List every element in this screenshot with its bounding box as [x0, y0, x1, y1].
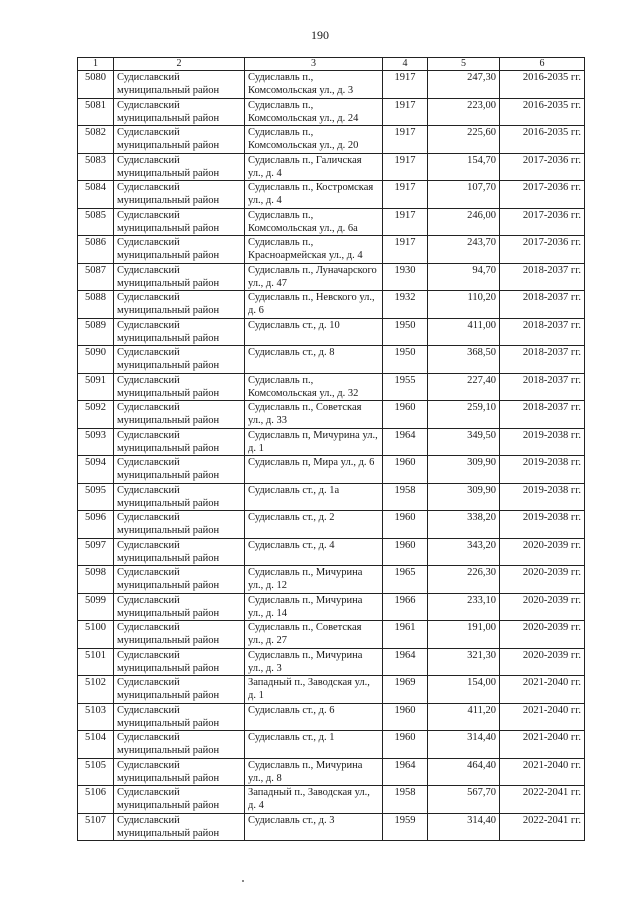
period-cell: 2021-2040 гг.	[500, 731, 585, 759]
period-cell: 2020-2039 гг.	[500, 621, 585, 649]
district-cell: Судиславский муниципальный район	[114, 786, 245, 814]
district-cell: Судиславский муниципальный район	[114, 483, 245, 511]
year-cell: 1965	[383, 566, 428, 594]
district-cell: Судиславский муниципальный район	[114, 291, 245, 319]
address-cell: Западный п., Заводская ул., д. 4	[245, 786, 383, 814]
address-cell: Судиславль ст., д. 3	[245, 813, 383, 841]
period-cell: 2018-2037 гг.	[500, 346, 585, 374]
row-number-cell: 5087	[78, 263, 114, 291]
district-cell: Судиславский муниципальный район	[114, 758, 245, 786]
period-cell: 2017-2036 гг.	[500, 153, 585, 181]
district-cell: Судиславский муниципальный район	[114, 621, 245, 649]
area-cell: 411,00	[428, 318, 500, 346]
year-cell: 1950	[383, 346, 428, 374]
row-number-cell: 5094	[78, 456, 114, 484]
row-number-cell: 5093	[78, 428, 114, 456]
period-cell: 2019-2038 гг.	[500, 428, 585, 456]
area-cell: 321,30	[428, 648, 500, 676]
period-cell: 2016-2035 гг.	[500, 98, 585, 126]
area-cell: 246,00	[428, 208, 500, 236]
period-cell: 2018-2037 гг.	[500, 318, 585, 346]
table-row	[78, 401, 585, 429]
table-row	[78, 263, 585, 291]
area-cell: 343,20	[428, 538, 500, 566]
row-number-cell: 5091	[78, 373, 114, 401]
row-number-cell: 5082	[78, 126, 114, 154]
column-header: 3	[245, 58, 383, 71]
row-number-cell: 5097	[78, 538, 114, 566]
period-cell: 2021-2040 гг.	[500, 758, 585, 786]
district-cell: Судиславский муниципальный район	[114, 566, 245, 594]
district-cell: Судиславский муниципальный район	[114, 456, 245, 484]
area-cell: 227,40	[428, 373, 500, 401]
address-cell: Судиславль п., Мичурина ул., д. 8	[245, 758, 383, 786]
year-cell: 1950	[383, 318, 428, 346]
table-row	[78, 98, 585, 126]
table-row	[78, 236, 585, 264]
table-row	[78, 456, 585, 484]
area-cell: 411,20	[428, 703, 500, 731]
district-cell: Судиславский муниципальный район	[114, 731, 245, 759]
row-number-cell: 5101	[78, 648, 114, 676]
district-cell: Судиславский муниципальный район	[114, 318, 245, 346]
address-cell: Судиславль п., Комсомольская ул., д. 3	[245, 71, 383, 99]
district-cell: Судиславский муниципальный район	[114, 373, 245, 401]
year-cell: 1917	[383, 126, 428, 154]
address-cell: Судиславль п., Комсомольская ул., д. 20	[245, 126, 383, 154]
year-cell: 1966	[383, 593, 428, 621]
period-cell: 2022-2041 гг.	[500, 813, 585, 841]
address-cell: Судиславль ст., д. 2	[245, 511, 383, 539]
address-cell: Судиславль ст., д. 10	[245, 318, 383, 346]
year-cell: 1932	[383, 291, 428, 319]
area-cell: 464,40	[428, 758, 500, 786]
row-number-cell: 5098	[78, 566, 114, 594]
area-cell: 107,70	[428, 181, 500, 209]
row-number-cell: 5103	[78, 703, 114, 731]
district-cell: Судиславский муниципальный район	[114, 346, 245, 374]
address-cell: Судиславль п., Комсомольская ул., д. 32	[245, 373, 383, 401]
year-cell: 1960	[383, 511, 428, 539]
column-header: 6	[500, 58, 585, 71]
period-cell: 2019-2038 гг.	[500, 511, 585, 539]
row-number-cell: 5090	[78, 346, 114, 374]
row-number-cell: 5107	[78, 813, 114, 841]
table-row	[78, 126, 585, 154]
year-cell: 1955	[383, 373, 428, 401]
period-cell: 2020-2039 гг.	[500, 566, 585, 594]
address-cell: Судиславль п., Мичурина ул., д. 3	[245, 648, 383, 676]
area-cell: 309,90	[428, 456, 500, 484]
column-header: 2	[114, 58, 245, 71]
district-cell: Судиславский муниципальный район	[114, 126, 245, 154]
address-cell: Судиславль п., Галичская ул., д. 4	[245, 153, 383, 181]
address-cell: Судиславль п., Красноармейская ул., д. 4	[245, 236, 383, 264]
column-header: 4	[383, 58, 428, 71]
row-number-cell: 5083	[78, 153, 114, 181]
district-cell: Судиславский муниципальный район	[114, 428, 245, 456]
year-cell: 1917	[383, 208, 428, 236]
page-number: 190	[311, 28, 329, 42]
row-number-cell: 5088	[78, 291, 114, 319]
area-cell: 154,00	[428, 676, 500, 704]
row-number-cell: 5099	[78, 593, 114, 621]
area-cell: 223,00	[428, 98, 500, 126]
district-cell: Судиславский муниципальный район	[114, 813, 245, 841]
area-cell: 226,30	[428, 566, 500, 594]
row-number-cell: 5089	[78, 318, 114, 346]
row-number-cell: 5102	[78, 676, 114, 704]
district-cell: Судиславский муниципальный район	[114, 153, 245, 181]
period-cell: 2020-2039 гг.	[500, 648, 585, 676]
address-cell: Судиславль п., Мичурина ул., д. 14	[245, 593, 383, 621]
area-cell: 309,90	[428, 483, 500, 511]
district-cell: Судиславский муниципальный район	[114, 703, 245, 731]
area-cell: 567,70	[428, 786, 500, 814]
district-cell: Судиславский муниципальный район	[114, 181, 245, 209]
table-row	[78, 786, 585, 814]
year-cell: 1917	[383, 236, 428, 264]
district-cell: Судиславский муниципальный район	[114, 401, 245, 429]
area-cell: 314,40	[428, 731, 500, 759]
table-row	[78, 71, 585, 99]
row-number-cell: 5100	[78, 621, 114, 649]
row-number-cell: 5104	[78, 731, 114, 759]
area-cell: 243,70	[428, 236, 500, 264]
address-cell: Судиславль ст., д. 8	[245, 346, 383, 374]
address-cell: Судиславль п, Мичурина ул., д. 1	[245, 428, 383, 456]
address-cell: Судиславль п., Комсомольская ул., д. 6а	[245, 208, 383, 236]
row-number-cell: 5096	[78, 511, 114, 539]
period-cell: 2017-2036 гг.	[500, 208, 585, 236]
row-number-cell: 5105	[78, 758, 114, 786]
address-cell: Судиславль п., Луначарского ул., д. 47	[245, 263, 383, 291]
period-cell: 2022-2041 гг.	[500, 786, 585, 814]
table-body	[78, 71, 585, 841]
year-cell: 1959	[383, 813, 428, 841]
year-cell: 1960	[383, 731, 428, 759]
table-row	[78, 208, 585, 236]
row-number-cell: 5081	[78, 98, 114, 126]
row-number-cell: 5106	[78, 786, 114, 814]
address-cell: Судиславль п., Советская ул., д. 33	[245, 401, 383, 429]
column-header: 5	[428, 58, 500, 71]
area-cell: 349,50	[428, 428, 500, 456]
table-row	[78, 648, 585, 676]
period-cell: 2017-2036 гг.	[500, 181, 585, 209]
year-cell: 1930	[383, 263, 428, 291]
district-cell: Судиславский муниципальный район	[114, 236, 245, 264]
year-cell: 1964	[383, 758, 428, 786]
table-row	[78, 621, 585, 649]
row-number-cell: 5095	[78, 483, 114, 511]
table-row	[78, 813, 585, 841]
address-cell: Судиславль п., Костромская ул., д. 4	[245, 181, 383, 209]
table-row	[78, 566, 585, 594]
year-cell: 1958	[383, 786, 428, 814]
area-cell: 247,30	[428, 71, 500, 99]
area-cell: 338,20	[428, 511, 500, 539]
address-cell: Судиславль п, Мира ул., д. 6	[245, 456, 383, 484]
year-cell: 1960	[383, 703, 428, 731]
table-row	[78, 181, 585, 209]
period-cell: 2017-2036 гг.	[500, 236, 585, 264]
area-cell: 259,10	[428, 401, 500, 429]
table-row	[78, 758, 585, 786]
table-row	[78, 291, 585, 319]
table-row	[78, 318, 585, 346]
address-cell: Судиславль п., Комсомольская ул., д. 24	[245, 98, 383, 126]
table-header-row	[78, 58, 585, 71]
district-cell: Судиславский муниципальный район	[114, 593, 245, 621]
period-cell: 2019-2038 гг.	[500, 483, 585, 511]
address-cell: Западный п., Заводская ул., д. 1	[245, 676, 383, 704]
data-table	[77, 57, 585, 841]
table-row	[78, 373, 585, 401]
period-cell: 2019-2038 гг.	[500, 456, 585, 484]
table-row	[78, 538, 585, 566]
district-cell: Судиславский муниципальный район	[114, 538, 245, 566]
address-cell: Судиславль п., Советская ул., д. 27	[245, 621, 383, 649]
row-number-cell: 5084	[78, 181, 114, 209]
year-cell: 1917	[383, 98, 428, 126]
table-row	[78, 428, 585, 456]
period-cell: 2021-2040 гг.	[500, 703, 585, 731]
address-cell: Судиславль ст., д. 1	[245, 731, 383, 759]
address-cell: Судиславль ст., д. 4	[245, 538, 383, 566]
area-cell: 94,70	[428, 263, 500, 291]
address-cell: Судиславль п., Мичурина ул., д. 12	[245, 566, 383, 594]
address-cell: Судиславль п., Невского ул., д. 6	[245, 291, 383, 319]
year-cell: 1964	[383, 428, 428, 456]
year-cell: 1960	[383, 538, 428, 566]
year-cell: 1917	[383, 181, 428, 209]
area-cell: 191,00	[428, 621, 500, 649]
table-row	[78, 153, 585, 181]
period-cell: 2018-2037 гг.	[500, 263, 585, 291]
row-number-cell: 5086	[78, 236, 114, 264]
table-row	[78, 676, 585, 704]
district-cell: Судиславский муниципальный район	[114, 648, 245, 676]
district-cell: Судиславский муниципальный район	[114, 676, 245, 704]
year-cell: 1958	[383, 483, 428, 511]
area-cell: 314,40	[428, 813, 500, 841]
district-cell: Судиславский муниципальный район	[114, 71, 245, 99]
address-cell: Судиславль ст., д. 1а	[245, 483, 383, 511]
table-row	[78, 511, 585, 539]
year-cell: 1960	[383, 456, 428, 484]
column-header: 1	[78, 58, 114, 71]
period-cell: 2016-2035 гг.	[500, 71, 585, 99]
year-cell: 1960	[383, 401, 428, 429]
address-cell: Судиславль ст., д. 6	[245, 703, 383, 731]
table-row	[78, 483, 585, 511]
year-cell: 1964	[383, 648, 428, 676]
district-cell: Судиславский муниципальный район	[114, 511, 245, 539]
row-number-cell: 5080	[78, 71, 114, 99]
period-cell: 2020-2039 гг.	[500, 538, 585, 566]
period-cell: 2018-2037 гг.	[500, 401, 585, 429]
period-cell: 2018-2037 гг.	[500, 373, 585, 401]
year-cell: 1969	[383, 676, 428, 704]
district-cell: Судиславский муниципальный район	[114, 263, 245, 291]
period-cell: 2021-2040 гг.	[500, 676, 585, 704]
table-row	[78, 703, 585, 731]
year-cell: 1961	[383, 621, 428, 649]
table-row	[78, 731, 585, 759]
table-row	[78, 593, 585, 621]
row-number-cell: 5085	[78, 208, 114, 236]
area-cell: 233,10	[428, 593, 500, 621]
scan-speck	[242, 880, 244, 882]
period-cell: 2016-2035 гг.	[500, 126, 585, 154]
year-cell: 1917	[383, 153, 428, 181]
area-cell: 154,70	[428, 153, 500, 181]
district-cell: Судиславский муниципальный район	[114, 98, 245, 126]
area-cell: 110,20	[428, 291, 500, 319]
area-cell: 225,60	[428, 126, 500, 154]
area-cell: 368,50	[428, 346, 500, 374]
row-number-cell: 5092	[78, 401, 114, 429]
period-cell: 2018-2037 гг.	[500, 291, 585, 319]
district-cell: Судиславский муниципальный район	[114, 208, 245, 236]
period-cell: 2020-2039 гг.	[500, 593, 585, 621]
year-cell: 1917	[383, 71, 428, 99]
table-row	[78, 346, 585, 374]
